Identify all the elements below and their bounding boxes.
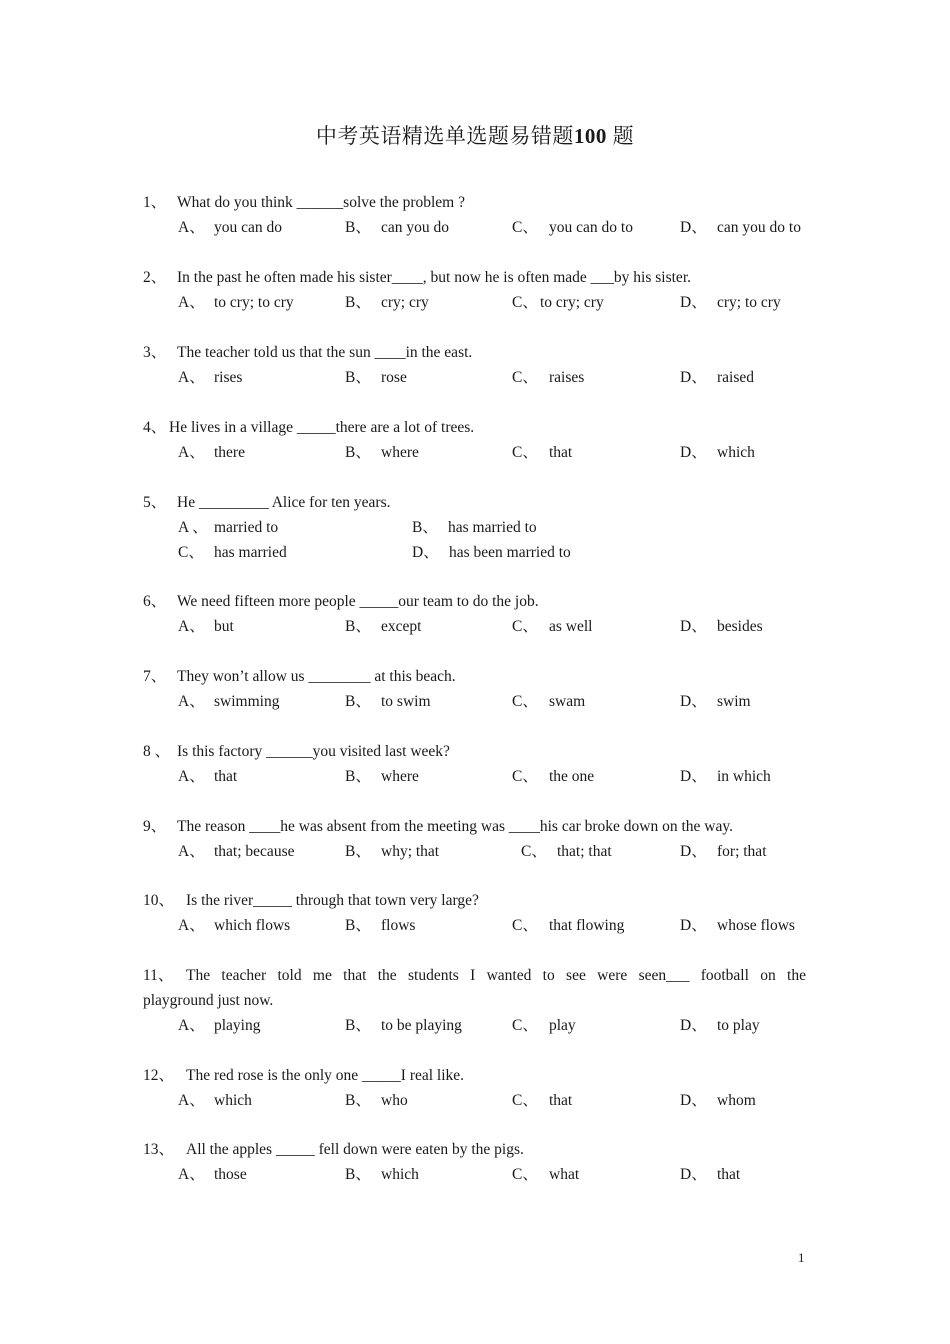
option-letter: A、	[178, 768, 205, 785]
question-stem: He _________ Alice for ten years.	[177, 494, 391, 511]
option-text: whom	[717, 1092, 756, 1109]
option-text: swim	[717, 693, 751, 710]
option-text: that	[717, 1166, 741, 1183]
option-text: where	[381, 768, 419, 785]
option-text: which	[214, 1092, 252, 1109]
option-letter: C、	[512, 917, 538, 934]
option-letter: B、	[345, 294, 371, 311]
option-text: playing	[214, 1017, 261, 1034]
title-prefix: 中考英语精选单选题易错题	[315, 124, 574, 148]
question-number: 3、	[143, 344, 167, 361]
option-text: whose flows	[717, 917, 795, 934]
question-stem: All the apples _____ fell down were eaten by the pigs.	[186, 1141, 524, 1158]
option-letter: B、	[345, 693, 371, 710]
option-text: that flowing	[549, 917, 625, 934]
option-letter: B、	[412, 519, 438, 536]
option-text: which	[381, 1166, 419, 1183]
option-letter: C、	[512, 768, 538, 785]
question-stem: The reason ____he was absent from the meeting was ____his car broke down on the way.	[177, 818, 733, 835]
question-stem: The teacher told us that the sun ____in the east.	[177, 344, 473, 361]
option-text: except	[381, 618, 422, 635]
option-text: married to	[214, 519, 279, 536]
option-letter: A、	[178, 1092, 205, 1109]
option-text: the one	[549, 768, 595, 785]
option-letter: C、	[512, 219, 538, 236]
option-text: besides	[717, 618, 763, 635]
option-letter: C、	[512, 444, 538, 461]
option-text: that	[549, 444, 573, 461]
option-letter: A、	[178, 917, 205, 934]
question-stem: Is the river_____ through that town very large?	[186, 892, 479, 909]
question-number: 7、	[143, 668, 167, 685]
option-letter: B、	[345, 369, 371, 386]
question-stem: Is this factory ______you visited last week?	[177, 743, 450, 760]
option-text: cry; cry	[381, 294, 429, 311]
option-letter: B、	[345, 444, 371, 461]
option-letter: A、	[178, 618, 205, 635]
option-text: for; that	[717, 843, 767, 860]
option-text: who	[381, 1092, 408, 1109]
option-letter: D、	[680, 693, 707, 710]
option-letter: D、	[680, 1092, 707, 1109]
option-text: that	[214, 768, 238, 785]
option-letter: B、	[345, 1092, 371, 1109]
page-title	[0, 120, 950, 150]
option-letter: B、	[345, 1166, 371, 1183]
option-text: play	[549, 1017, 576, 1034]
option-letter: D、	[680, 1017, 707, 1034]
option-text: to be playing	[381, 1017, 462, 1034]
option-text: in which	[717, 768, 771, 785]
option-letter: D、	[680, 294, 707, 311]
option-letter: D、	[680, 1166, 707, 1183]
question-number: 2、	[143, 269, 167, 286]
option-letter: A、	[178, 1017, 205, 1034]
option-letter: A、	[178, 1166, 205, 1183]
option-text: that	[549, 1092, 573, 1109]
question-number: 11、	[143, 967, 174, 984]
option-text: cry; to cry	[717, 294, 781, 311]
option-letter: C、	[512, 618, 538, 635]
question-number: 1、	[143, 194, 167, 211]
question-stem: The teacher told me that the students I wanted to see were seen___ football on the	[186, 967, 806, 984]
option-letter: D、	[680, 618, 707, 635]
option-letter: B、	[345, 917, 371, 934]
option-letter: C、	[512, 369, 538, 386]
option-letter: C、	[512, 294, 538, 311]
option-letter: A、	[178, 693, 205, 710]
question-stem: He lives in a village _____there are a lot of trees.	[169, 419, 475, 436]
page-number: 1	[798, 1250, 805, 1265]
option-text: rose	[381, 369, 407, 386]
option-letter: D、	[680, 219, 707, 236]
question-stem: What do you think ______solve the problem ?	[177, 194, 465, 211]
question-number: 6、	[143, 593, 167, 610]
option-text: can you do	[381, 219, 450, 236]
option-letter: C、	[521, 843, 547, 860]
option-text: to play	[717, 1017, 760, 1034]
option-letter: D、	[680, 843, 707, 860]
option-letter: D、	[680, 917, 707, 934]
option-text: raised	[717, 369, 755, 386]
question-number: 10、	[143, 892, 175, 909]
question-stem: In the past he often made his sister____, but now he is often made ___by his sister.	[177, 269, 691, 286]
option-letter: C、	[178, 544, 204, 561]
option-letter: D、	[680, 369, 707, 386]
option-letter: C、	[512, 1092, 538, 1109]
option-letter: D、	[412, 544, 439, 561]
option-letter: A、	[178, 444, 205, 461]
option-text: why; that	[381, 843, 440, 860]
option-text: to swim	[381, 693, 431, 710]
question-number: 13、	[143, 1141, 175, 1158]
question-number: 8 、	[143, 743, 171, 760]
question-number: 12、	[143, 1067, 175, 1084]
option-text: what	[549, 1166, 580, 1183]
option-text: can you do to	[717, 219, 801, 236]
option-letter: A、	[178, 294, 205, 311]
option-letter: B、	[345, 1017, 371, 1034]
question-stem: They won’t allow us ________ at this beach.	[177, 668, 456, 685]
title-suffix: 题	[606, 124, 635, 148]
option-text: raises	[549, 369, 585, 386]
option-text: those	[214, 1166, 247, 1183]
question-stem-continued: playground just now.	[143, 992, 274, 1009]
option-letter: B、	[345, 843, 371, 860]
option-text: there	[214, 444, 245, 461]
option-text: to cry; cry	[540, 294, 604, 311]
option-text: swam	[549, 693, 586, 710]
option-text: to cry; to cry	[214, 294, 294, 311]
option-text: has married to	[448, 519, 537, 536]
option-text: swimming	[214, 693, 280, 710]
option-text: which flows	[214, 917, 291, 934]
option-letter: B、	[345, 219, 371, 236]
title-number: 100	[573, 124, 607, 148]
option-letter: B、	[345, 618, 371, 635]
option-letter: B、	[345, 768, 371, 785]
option-text: has married	[214, 544, 287, 561]
question-stem: The red rose is the only one _____I real like.	[186, 1067, 465, 1084]
option-letter: C、	[512, 693, 538, 710]
option-text: as well	[549, 618, 593, 635]
question-number: 4、	[143, 419, 167, 436]
question-number: 5、	[143, 494, 167, 511]
option-text: which	[717, 444, 755, 461]
option-letter: A 、	[178, 519, 208, 536]
option-letter: D、	[680, 444, 707, 461]
option-text: you can do	[214, 219, 283, 236]
option-letter: D、	[680, 768, 707, 785]
option-letter: A、	[178, 843, 205, 860]
question-number: 9、	[143, 818, 167, 835]
option-text: has been married to	[449, 544, 571, 561]
option-text: but	[214, 618, 234, 635]
option-letter: A、	[178, 219, 205, 236]
question-stem: We need fifteen more people _____our team to do the job.	[177, 593, 539, 610]
option-text: rises	[214, 369, 243, 386]
option-letter: A、	[178, 369, 205, 386]
option-text: you can do to	[549, 219, 633, 236]
option-letter: C、	[512, 1166, 538, 1183]
option-text: that; because	[214, 843, 295, 860]
option-text: that; that	[557, 843, 612, 860]
option-text: flows	[381, 917, 416, 934]
option-text: where	[381, 444, 419, 461]
option-letter: C、	[512, 1017, 538, 1034]
